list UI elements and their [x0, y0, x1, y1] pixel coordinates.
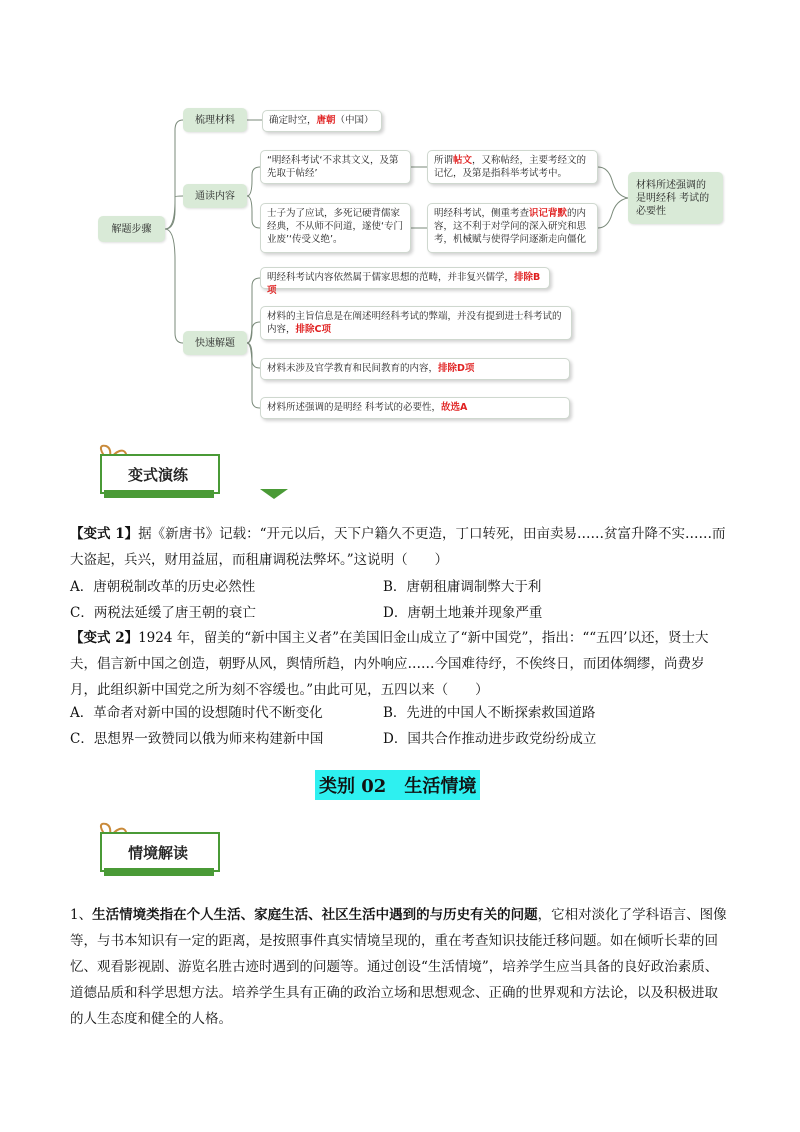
paragraph-body: ，它相对淡化了学科语言、图像等，与书本知识有一定的距离，是按照事件真实情境呈现的，重在考查知识技能迁移问题。如在倾听长辈的回忆、观看影视剧、游览名胜古迹时遇到的问题等。通过创设“生活情境”，培养学生应当具备的良好政治素质、道德品质和科学思想方法。培养学生具有正确的政治立场和思想观念、正确的世界观和方法论，以及积极进取的人生态度和健全的人格。: [70, 907, 727, 1027]
q2-option-b[interactable]: B．先进的中国人不断探索救国道路: [383, 705, 596, 721]
q2-option-c[interactable]: C．思想界一致赞同以俄为师来构建新中国: [70, 731, 324, 747]
q1-option-a[interactable]: A．唐朝税制改革的历史必然性: [70, 579, 256, 595]
mindmap-root: 解题步骤: [98, 216, 165, 242]
read-item-students: 士子为了应试，多死记硬背儒家经典，不从师不问道，遂使‘专门业废’‘传受义绝’。: [260, 203, 411, 253]
branch-sort-material: 梳理材料: [183, 108, 247, 132]
mindmap-conclusion: 材料所述强调的是明经科 考试的必要性: [628, 172, 723, 224]
question-tag: 【变式 2】: [70, 630, 139, 646]
badge-label: 变式演练: [100, 454, 220, 494]
question-variant-2: [70, 625, 730, 703]
fast-item-c: 材料的主旨信息是在阐述明经科考试的弊端，并没有提到进士科考试的内容，排除C项: [260, 306, 572, 340]
q1-option-b[interactable]: B．唐朝租庸调制弊大于利: [383, 579, 542, 595]
badge-tail: [260, 489, 288, 499]
branch-read-content: 通读内容: [183, 184, 247, 208]
read-item-quote: “明经科考试‘不求其文义，及第先取于帖经’: [260, 150, 411, 184]
section-badge-practice: [100, 440, 230, 510]
badge-label: 情境解读: [100, 832, 220, 872]
badge-underline: [104, 868, 214, 876]
q2-option-a[interactable]: A．革命者对新中国的设想随时代不断变化: [70, 705, 323, 721]
badge-underline: [104, 490, 214, 498]
explain-tiewen: 所谓帖文，又称帖经，主要考经文的记忆，及第是指科举考试考中。: [427, 150, 598, 184]
explain-mingjing: 明经科考试，侧重考查识记背默的内容，这不利于对学问的深入研究和思考，机械赋与使得学问逐渐走向僵化: [427, 203, 598, 253]
question-stem: 据《新唐书》记载：“开元以后，天下户籍久不更造，丁口转死，田亩卖易……贫富升降不实……而大盗起，兵兴，财用益屈，而租庸调税法弊坏。”这说明（ ）: [70, 526, 726, 568]
q1-option-d[interactable]: D．唐朝土地兼并现象严重: [383, 605, 543, 621]
question-tag: 【变式 1】: [70, 526, 139, 542]
category-heading: 类别 02 生活情境: [315, 770, 480, 800]
q2-option-d[interactable]: D．国共合作推动进步政党纷纷成立: [383, 731, 597, 747]
question-stem: 1924 年，留美的“新中国主义者”在美国旧金山成立了“新中国党”，指出：““五四’以还，贤士大夫，倡言新中国之创造，朝野从风，舆情所趋，内外响应……今国难待纾，不俟终日，而团体绸缪，尚费岁月，此组织新中国党之所为刻不容缓也。”由此可见，五四以来（ ）: [70, 630, 709, 698]
section-badge-context: [100, 818, 230, 888]
sort-item-time-space: 确定时空，唐朝（中国）: [262, 110, 382, 132]
branch-fast-solve: 快速解题: [183, 331, 247, 355]
context-paragraph: [70, 902, 730, 1032]
q1-option-c[interactable]: C．两税法延缓了唐王朝的衰亡: [70, 605, 256, 621]
fast-item-d: 材料未涉及官学教育和民间教育的内容，排除D项: [260, 358, 570, 380]
paragraph-number: 1、: [70, 907, 93, 923]
paragraph-bold-lead: 生活情境类指在个人生活、家庭生活、社区生活中遇到的与历史有关的问题: [92, 907, 538, 923]
fast-item-b: 明经科考试内容依然属于儒家思想的范畴，并非复兴儒学，排除B项: [260, 267, 550, 289]
question-variant-1: [70, 521, 730, 573]
fast-item-a: 材料所述强调的是明经 科考试的必要性，故选A: [260, 397, 570, 419]
solution-mindmap: [0, 0, 800, 430]
